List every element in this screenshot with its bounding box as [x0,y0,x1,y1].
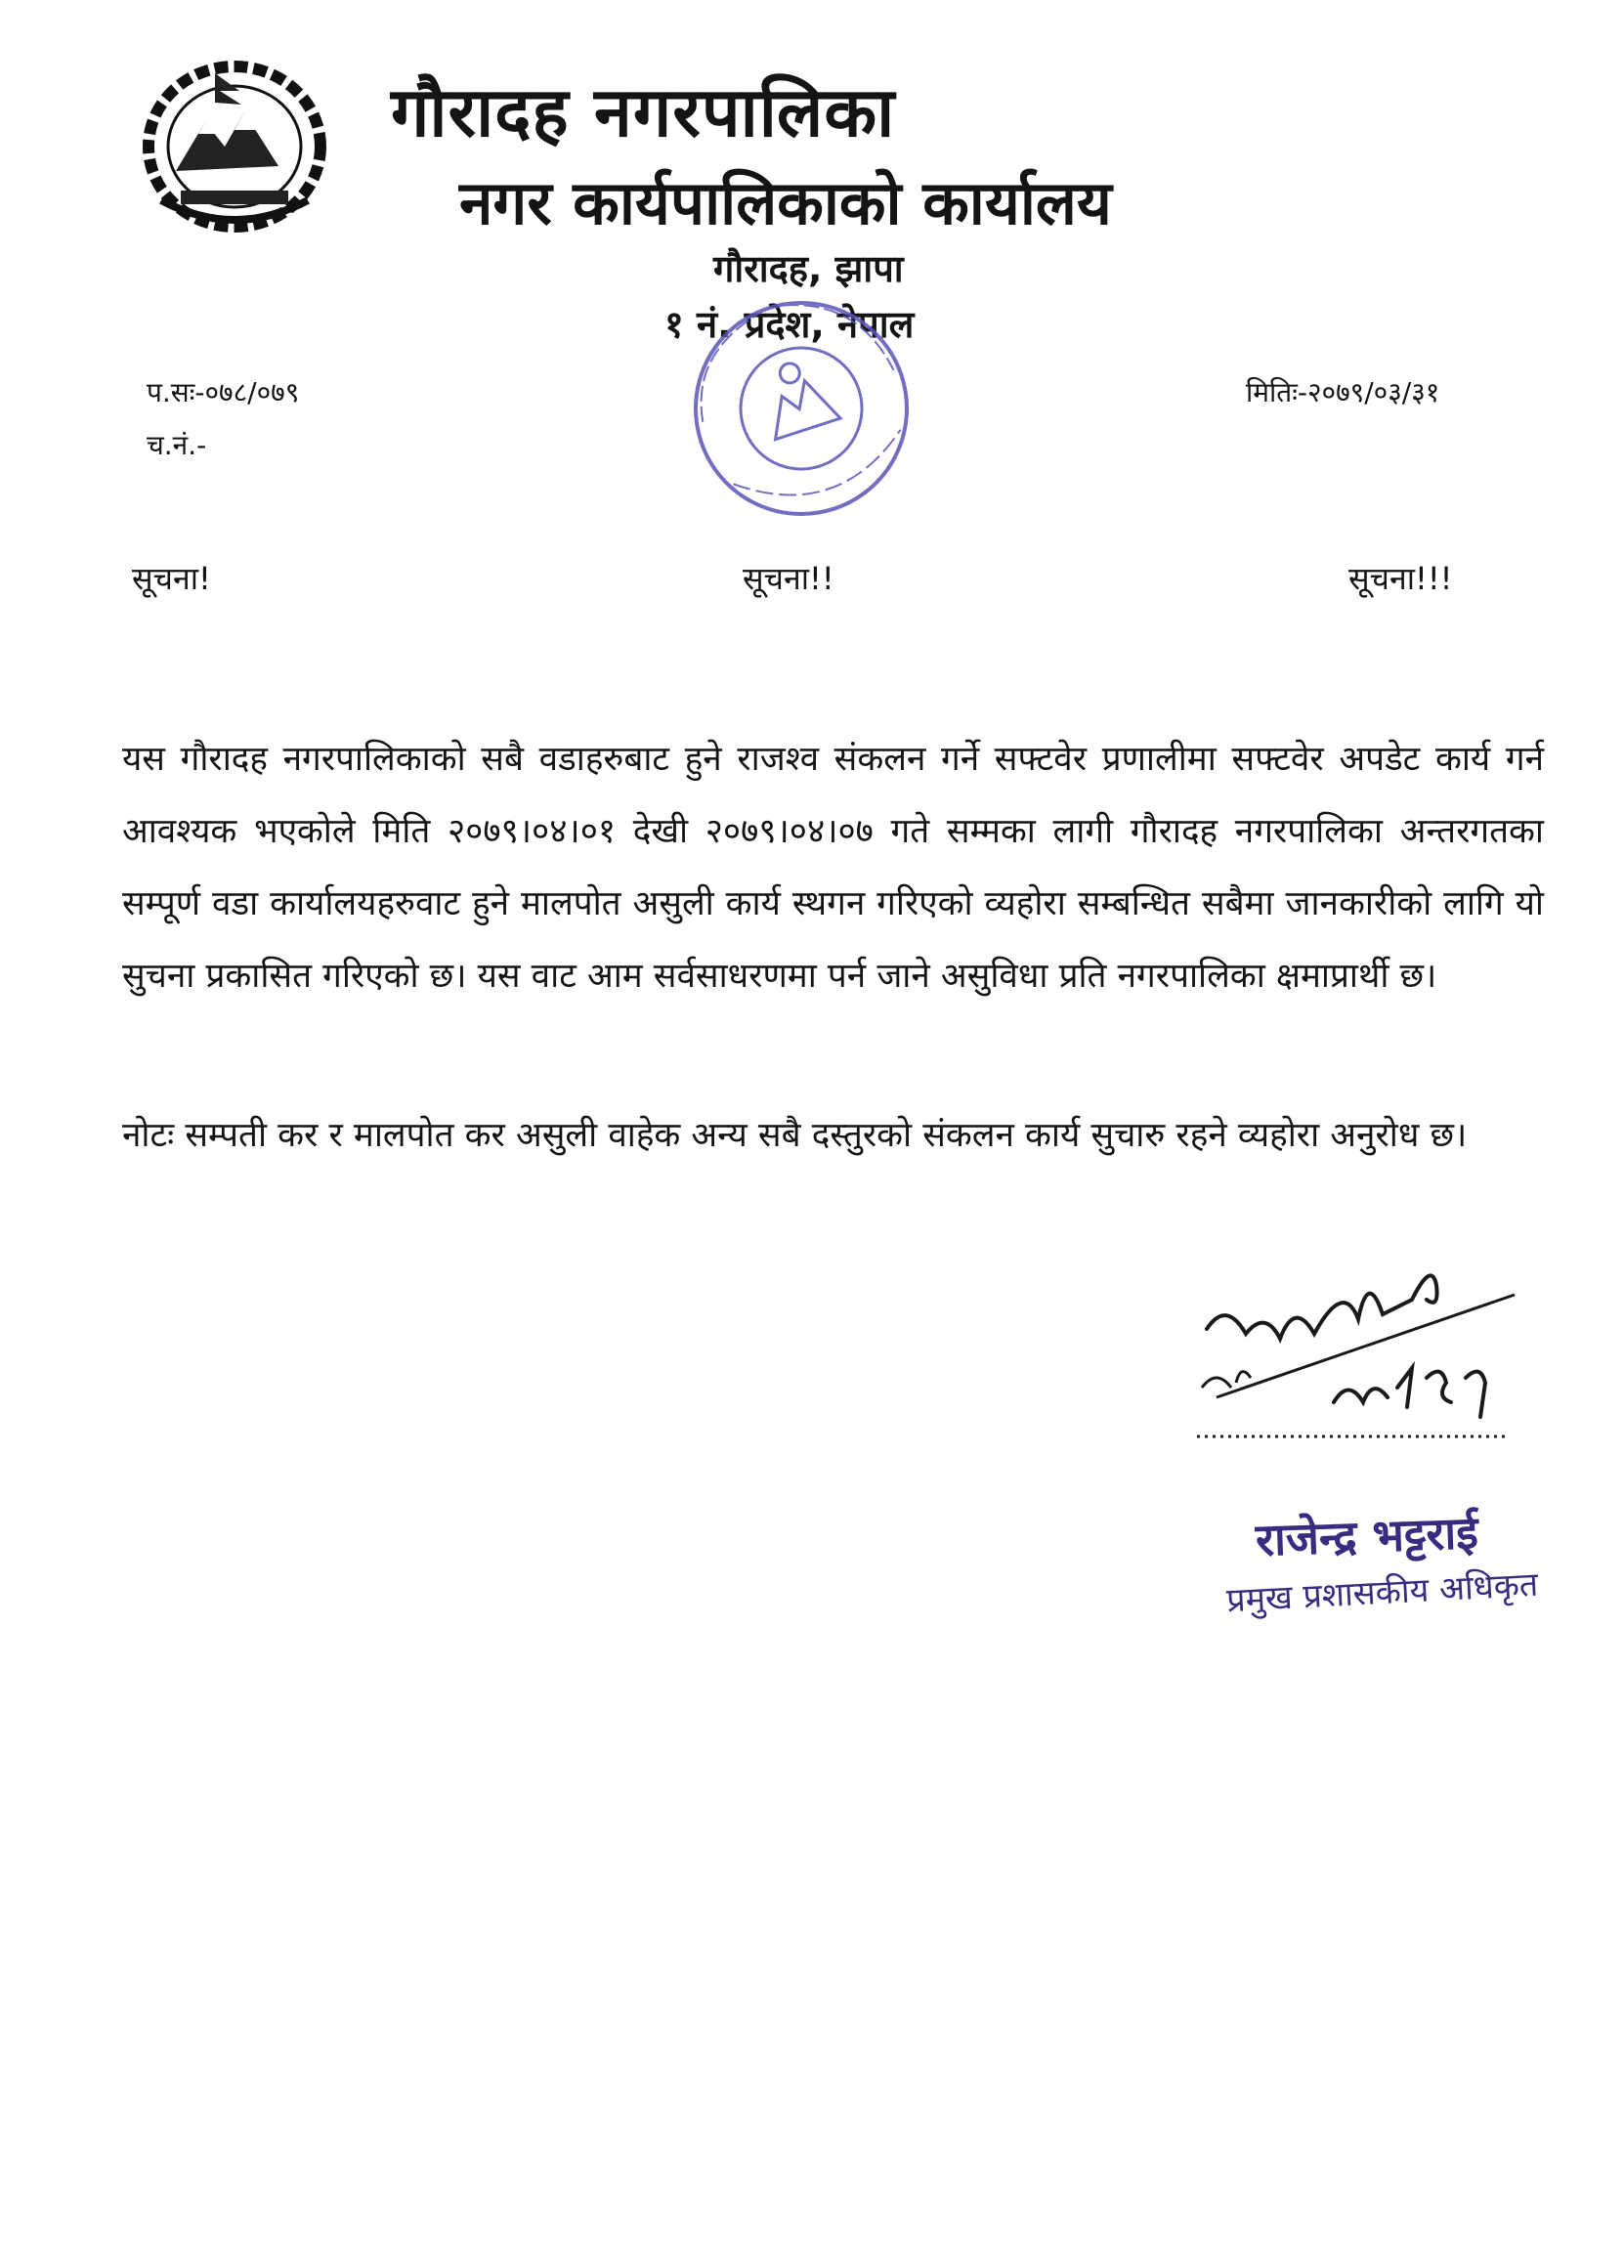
notice-heading-right: सूचना!!! [1348,560,1453,597]
handwritten-signature-icon [1187,1241,1519,1466]
dispatch-number: च.नं.- [147,429,207,461]
province-line: १ नं. प्रदेश, नेपाल [664,303,915,346]
nepal-government-emblem-icon [122,44,347,239]
letter-date: मितिः-२०७९/०३/३१ [1246,376,1440,408]
location-line: गौरादह, झापा [713,247,904,290]
signatory-designation: प्रमुख प्रशासकीय अधिकृत [1225,1564,1540,1621]
signatory-name: राजेन्द्र भट्टराई [1255,1506,1479,1566]
office-seal-stamp-icon [684,293,919,523]
notice-heading-left: सूचना! [132,560,211,597]
office-title: नगर कार्यपालिकाको कार्यालय [459,167,1112,238]
notice-heading-center: सूचना!! [743,560,834,597]
notice-note: नोटः सम्पती कर र मालपोत कर असुली वाहेक अन्य सबै दस्तुरको संकलन कार्य सुचारु रहने व्यहोरा अनुरोध छ। [122,1116,1468,1155]
municipality-title: गौरादह नगरपालिका [391,72,896,152]
notice-body: यस गौरादह नगरपालिकाको सबै वडाहरुबाट हुने राजश्व संकलन गर्ने सफ्टवेर प्रणालीमा सफ्टवेर अपडेट कार्य गर्न आवश्यक भएकोले मिति २०७९।०४।०१ देखी २०७९।०४।०७ गते सम्मका लागी गौरादह नगरपालिका अन्तरगतका सम्पूर्ण वडा कार्यालयहरुवाट हुने मालपोत असुली कार्य स्थगन गरिएको व्यहोरा सम्बन्धित सबैमा जानकारीको लागि यो सुचना प्रकासित गरिएको छ। यस वाट आम सर्वसाधरणमा पर्न जाने असुविधा प्रति नगरपालिका क्षमाप्रार्थी छ। [122,740,1544,996]
reference-number: प.सः-०७८/०७९ [147,376,300,408]
